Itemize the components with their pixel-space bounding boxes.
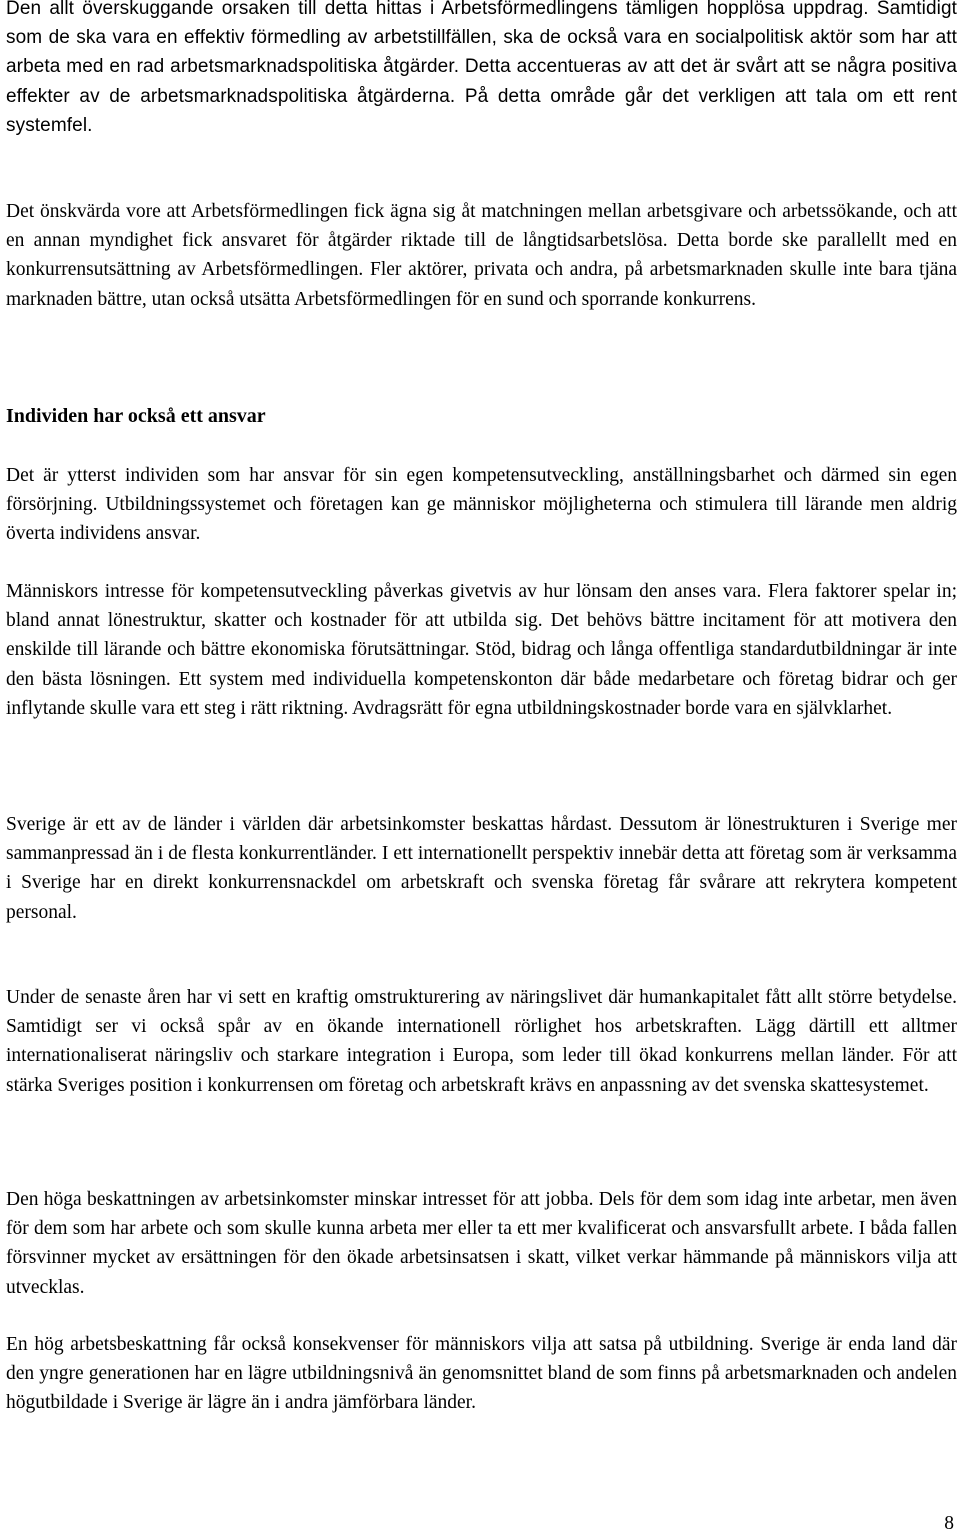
section-heading: Individen har också ett ansvar: [6, 405, 266, 427]
paragraph-omstrukturering: Under de senaste åren har vi sett en kraftig omstrukturering av näringslivet där humankapitalet fått allt större betydelse. Samtidigt ser vi också spår av en ökande internationell rörlighet hos arbetskraften. Lägg därtill ett alltmer internationaliserat näringsliv och starkare integration i Europa, som leder till ökad konkurrens mellan länder. För att stärka Sveriges position i konkurrensen om företag och arbetskraft krävs en anpassning av det svenska skattesystemet.: [6, 987, 957, 1096]
paragraph-beskattning-arbetsinkomster: Sverige är ett av de länder i världen där arbetsinkomster beskattas hårdast. Dessutom är lönestrukturen i Sverige mer sammanpressad än i de flesta konkurrentländer. I ett internationellt perspektiv innebär detta att företag som är verksamma i Sverige har en direkt konkurrensnackdel om arbetskraft och svenska företag får svårare att rekrytera kompetent personal.: [6, 814, 957, 923]
paragraph-hoga-beskattningen: Den höga beskattningen av arbetsinkomster minskar intresset för att jobba. Dels för dem som idag inte arbetar, men även för dem som har arbete och som skulle kunna arbeta mer eller ta ett mer kvalificerat och ansvarsfullt arbete. I båda fallen försvinner mycket av ersättningen för den ökade arbetsinsatsen i skatt, vilket verkar hämmande på människors vilja att utvecklas.: [6, 1189, 957, 1298]
paragraph-kompetensutveckling: Människors intresse för kompetensutveckling påverkas givetvis av hur lönsam den anses vara. Flera faktorer spelar in; bland annat lönestruktur, skatter och kostnader för att utbilda sig. Det behövs bättre incitament för att motivera den enskilde till lärande och bättre ekonomiska förutsättningar. Stöd, bidrag och långa offentliga standardutbildningar är inte den bästa lösningen. Ett system med individuella kompetenskonton där både medarbetare och företag bidrar och ger inflytande skulle vara ett steg i rätt riktning. Avdragsrätt för egna utbildningskostnader borde vara en självklarhet.: [6, 581, 957, 719]
paragraph-onskvard-matchning: Det önskvärda vore att Arbetsförmedlingen fick ägna sig åt matchningen mellan arbetsgivare och arbetssökande, och att en annan myndighet fick ansvaret för åtgärder riktade till de långtidsarbetslösa. Detta borde ske parallellt med en konkurrensutsättning av Arbetsförmedlingen. Fler aktörer, privata och andra, på arbetsmarknaden skulle inte bara tjäna marknaden bättre, utan också utsätta Arbetsförmedlingen för en sund och sporrande konkurrens.: [6, 201, 957, 310]
paragraph-arbetsformedlingen-uppdrag: Den allt överskuggande orsaken till detta hittas i Arbetsförmedlingens tämligen hopplösa uppdrag. Samtidigt som de ska vara en effektiv förmedling av arbetstillfällen, ska de också vara en socialpolitisk aktör som har att arbeta med en rad arbetsmarknadspolitiska åtgärder. Detta accentueras av att det är svårt att se några positiva effekter av de arbetsmarknadspolitiska åtgärderna. På detta område går det verkligen att tala om ett rent systemfel.: [6, 0, 957, 136]
paragraph-individens-ansvar: Det är ytterst individen som har ansvar för sin egen kompetensutveckling, anställningsbarhet och därmed sin egen försörjning. Utbildningssystemet och företagen kan ge människor möjligheterna och stimulera till lärande men aldrig överta individens ansvar.: [6, 465, 957, 545]
page-number: 8: [944, 1513, 954, 1534]
paragraph-utbildning: En hög arbetsbeskattning får också konsekvenser för människors vilja att satsa på utbildning. Sverige är enda land där den yngre generationen har en lägre utbildningsnivå än genomsnittet bland de som finns på arbetsmarknaden och andelen högutbildade i Sverige är lägre än i andra jämförbara länder.: [6, 1334, 957, 1414]
